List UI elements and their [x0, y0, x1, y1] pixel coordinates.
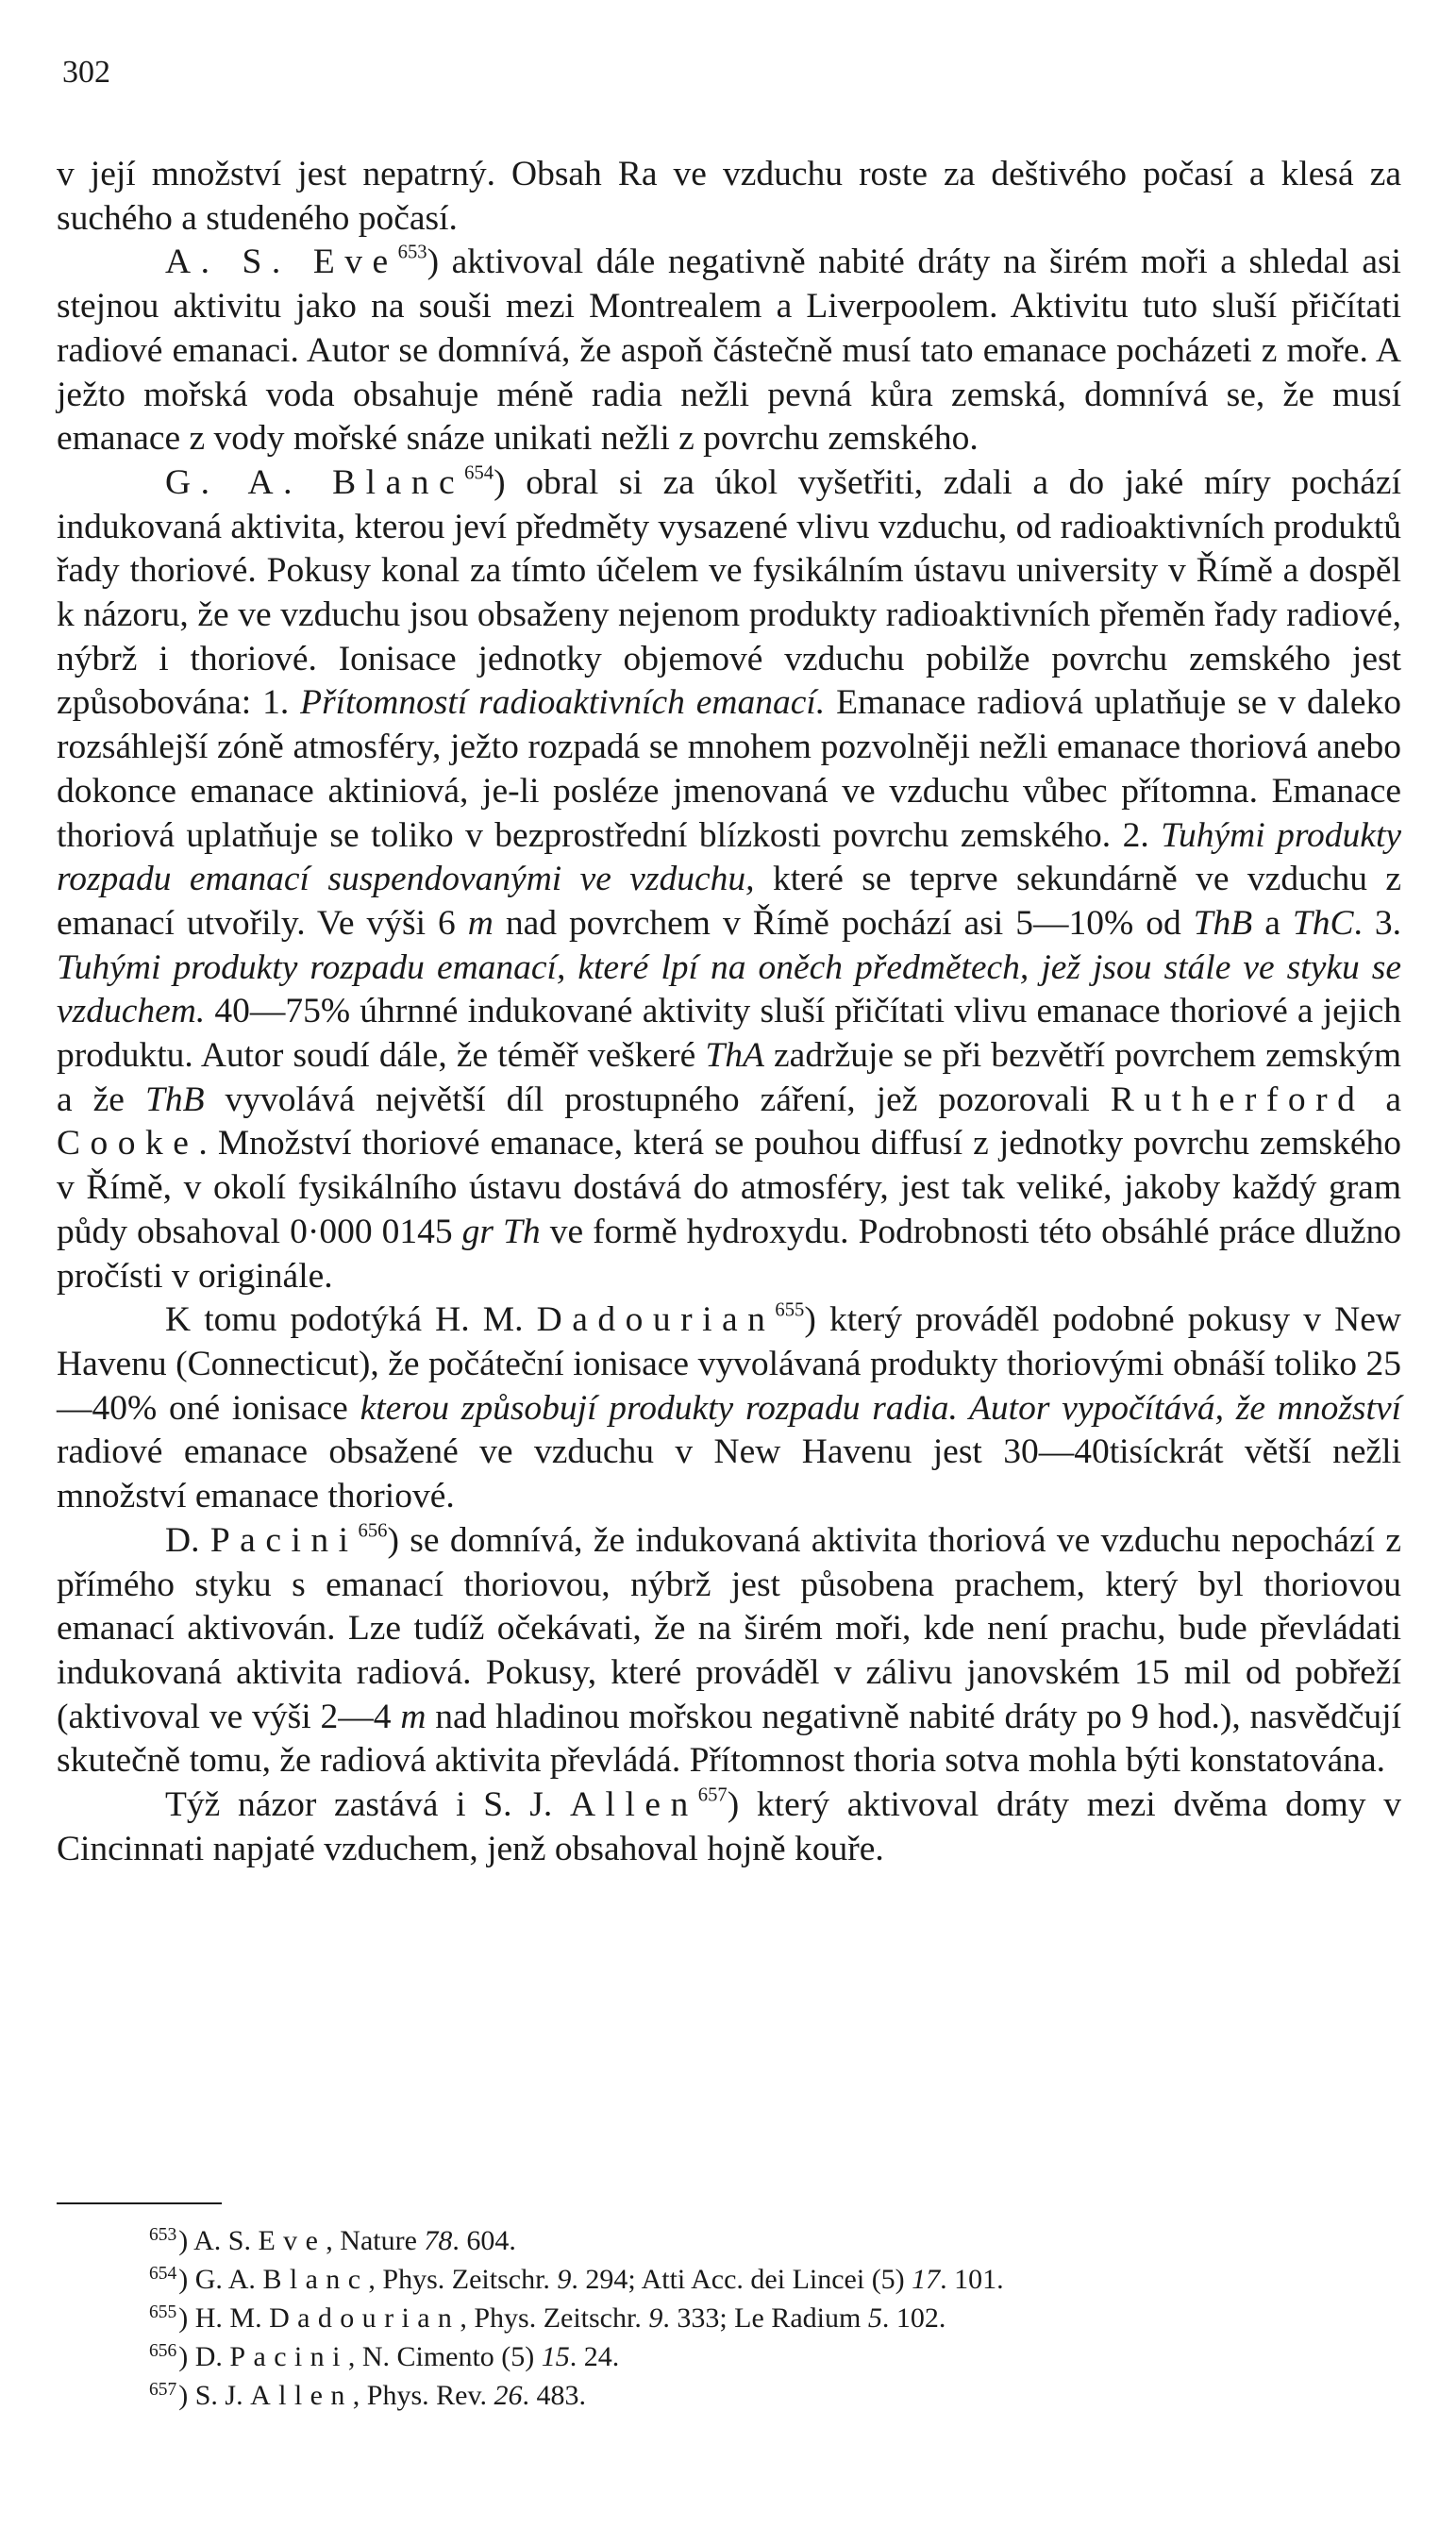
footnote: $^{654}$) G. A. Blanc, Phys. Zeitschr. 9. 294; Atti Acc. dei Lincei (5) 17. 101.	[149, 2264, 1004, 2295]
footnote-text: . 604.	[452, 2225, 516, 2256]
footnote-ref: 653	[397, 242, 427, 263]
footnote-text: A. S.	[193, 2225, 259, 2256]
text-run: vyvolává největší díl prostupného záření, jež pozorovali	[204, 1080, 1111, 1119]
paragraph-text: ) aktivoval dále negativně nabité dráty na širém moři a shledal asi stejnou aktivitu jako na souši mezi Montrealem a Liverpoolem. Aktivitu tuto sluší přičítati radiové emanaci. Autor se domnívá, že aspoň částečně musí tato emanace pocházeti z moře. A ježto mořská voda obsahuje méně radia nežli pevná kůra zemská, domnívá se, že musí emanace z vody mořské snáze unikati nežli z povrchu zemského.	[57, 243, 1401, 459]
paragraph-dadourian	[57, 1298, 1401, 1519]
volume: 78	[424, 2225, 453, 2256]
footnote-text: , Phys. Rev.	[352, 2380, 494, 2411]
element-symbol: ThC	[1292, 903, 1354, 943]
text-run: nad povrchem v Římě pochází asi 5—10% od	[493, 903, 1194, 943]
footnote-ref: 655	[775, 1299, 805, 1321]
footnote-text: . 483.	[522, 2380, 587, 2411]
text-run: a	[1364, 1080, 1401, 1119]
unit-symbol: m	[467, 903, 494, 943]
paragraph-eve	[57, 241, 1401, 461]
volume: 17	[912, 2264, 941, 2295]
author-name: Rutherford	[1110, 1080, 1365, 1119]
article-body	[57, 153, 1401, 1871]
author-name: Pacini	[209, 1520, 359, 1560]
footnote: $^{653}$) A. S. Eve, Nature 78. 604.	[149, 2225, 516, 2256]
text-run: D.	[165, 1520, 210, 1560]
italic-text: kterou způsobují produkty rozpadu radia. Autor vypočítává, že množství	[360, 1388, 1402, 1428]
footnote: $^{657}$) S. J. Allen, Phys. Rev. 26. 483.	[149, 2380, 587, 2411]
text-run: . Množství thoriové emanace, která se pouhou diffusí z jednotky povrchu zemského v Římě, v okolí fysikálního ústavu dostává do atmosféry, jest tak veliké, jakoby každý gram půdy obsahoval 0·000 0145	[57, 1124, 1401, 1251]
footnote-text: S. J.	[194, 2380, 251, 2411]
footnote-text: . 24.	[569, 2341, 620, 2372]
footnotes	[149, 2221, 1376, 2415]
volume: 15	[541, 2341, 570, 2372]
unit-symbol: m	[400, 1697, 427, 1736]
text-run: ) který prováděl podobné pokusy v New Havenu (Connecticut), že počáteční ionisace vyvolávaná produkty thoriovými obnáší toliko 25—40% oné ionisace	[57, 1300, 1401, 1428]
footnote-text: , Nature	[326, 2225, 425, 2256]
paragraph-blanc	[57, 461, 1401, 1298]
footnote-ref: 654	[464, 462, 494, 484]
italic-text: Tuhými produkty rozpadu emanací suspendovanými ve vzduchu,	[57, 815, 1402, 899]
text-run: Emanace radiová uplatňuje se v daleko rozsáhlejší zóně atmosféry, ježto rozpadá se mnohem pozvolněji nežli emanace thoriová anebo dokonce emanace aktiniová, je-li posléze jmenovaná ve vzduchu vůbec přítomna. Emanace thoriová uplatňuje se toliko v bezprostřední blízkosti povrchu zemského. 2.	[57, 683, 1402, 855]
text-run: . 3.	[1353, 903, 1401, 943]
unit-symbol: gr Th	[461, 1212, 541, 1251]
footnote-text: . 294; Atti Acc. dei Lincei (5)	[571, 2264, 912, 2295]
footnote-text: , N. Cimento (5)	[347, 2341, 542, 2372]
text-run: které se teprve sekundárně ve vzduchu z emanací utvořily. Ve výši 6	[57, 860, 1401, 943]
element-symbol: ThB	[144, 1080, 205, 1119]
footnote-ref: 657	[697, 1784, 728, 1806]
footnote-mark: 656	[149, 2341, 177, 2362]
footnote-text: , Phys. Zeitschr.	[460, 2302, 649, 2334]
footnote-ref: 656	[358, 1520, 388, 1542]
author-name: Cooke	[57, 1124, 199, 1164]
author-name: Allen	[250, 2380, 353, 2411]
footnote-text: . 333; Le Radium	[662, 2302, 868, 2334]
volume: 5	[867, 2302, 882, 2334]
text-run: a	[1252, 903, 1293, 943]
paragraph-continuation: v její množství jest nepatrný. Obsah Ra ve vzduchu roste za deštivého počasí a klesá za suchého a studeného počasí.	[57, 155, 1401, 238]
author-name: Dadourian	[536, 1300, 776, 1340]
volume: 9	[557, 2264, 572, 2295]
element-symbol: ThA	[705, 1036, 764, 1076]
footnote-mark: 655	[149, 2302, 177, 2323]
author-name: A. S. Eve	[165, 243, 398, 282]
volume: 26	[494, 2380, 523, 2411]
text-run: 40—75% úhrnné indukované aktivity sluší přičítati vlivu emanace thoriové a jejich produktu. Autor soudí dále, že téměř veškeré	[57, 992, 1401, 1076]
text-run: nad hladinou mořskou negativně nabité dráty po 9 hod.), nasvědčují skutečně tomu, že radiová aktivita převládá. Přítomnost thoria sotva mohla býti konstatována.	[57, 1697, 1401, 1781]
footnote-text: , Phys. Zeitschr.	[368, 2264, 558, 2295]
paragraph-allen	[57, 1783, 1401, 1871]
footnote: $^{655}$) H. M. Dadourian, Phys. Zeitschr. 9. 333; Le Radium 5. 102.	[149, 2302, 946, 2334]
text-run: Týž názor zastává i S. J.	[165, 1785, 570, 1825]
element-symbol: ThB	[1193, 903, 1253, 943]
italic-text: Tuhými produkty rozpadu emanací, které lpí na oněch předmětech, jež jsou stále ve styku se vzduchem.	[57, 947, 1401, 1031]
footnote-text: H. M.	[194, 2302, 270, 2334]
text-run: zadržuje se při bezvětří povrchem zemským a že	[57, 1036, 1401, 1119]
text-run: ) který aktivoval dráty mezi dvěma domy v Cincinnati napjaté vzduchem, jenž obsahoval hojně kouře.	[57, 1785, 1401, 1868]
footnote-separator	[57, 2202, 222, 2204]
page-number: 302	[62, 55, 110, 90]
italic-text: Přítomností radioaktivních emanací.	[300, 683, 826, 723]
author-name: Eve	[258, 2225, 326, 2256]
footnote-text: . 101.	[940, 2264, 1004, 2295]
footnote-mark: 653	[149, 2225, 177, 2246]
footnote-text: G. A.	[194, 2264, 263, 2295]
author-name: Pacini	[229, 2341, 348, 2372]
author-name: G. A. Blanc	[165, 462, 465, 502]
footnote-text: D.	[194, 2341, 230, 2372]
author-name: Allen	[569, 1785, 698, 1825]
footnote: $^{656}$) D. Pacini, N. Cimento (5) 15. 24.	[149, 2341, 620, 2372]
text-run: radiové emanace obsažené ve vzduchu v New Havenu jest 30—40tisíckrát větší nežli množství emanace thoriové.	[57, 1432, 1401, 1516]
author-name: Blanc	[262, 2264, 369, 2295]
footnote-text: . 102.	[881, 2302, 946, 2334]
footnote-mark: 654	[149, 2264, 177, 2285]
text-run: ) obral si za úkol vyšetřiti, zdali a do jaké míry pochází indukovaná aktivita, kterou jeví předměty vysazené vlivu vzduchu, od radioaktivních produktů řady thoriové. Pokusy konal za tímto účelem ve fysikálním ústavu university v Římě a dospěl k názoru, že ve vzduchu jsou obsaženy nejenom produkty radioaktivních přeměn řady radiové, nýbrž i thoriové. Ionisace jednotky objemové vzduchu pobilže povrchu zemského jest způsobována: 1.	[57, 462, 1401, 723]
volume: 9	[648, 2302, 663, 2334]
author-name: Dadourian	[269, 2302, 460, 2334]
text-run: K tomu podotýká H. M.	[165, 1300, 537, 1340]
paragraph-pacini	[57, 1519, 1401, 1783]
text-run: ) se domnívá, že indukovaná aktivita thoriová ve vzduchu nepochází z přímého styku s emanací thoriovou, nýbrž jest působena prachem, který byl thoriovou emanací aktivován. Lze tudíž očekávati, že na širém moři, kde není prachu, bude převládati indukovaná aktivita radiová. Pokusy, které prováděl v zálivu janovském 15 mil od pobřeží (aktivoval ve výši 2—4	[57, 1520, 1401, 1736]
footnote-mark: 657	[149, 2380, 177, 2401]
text-run: ve formě hydroxydu. Podrobnosti této obsáhlé práce dlužno pročísti v originále.	[57, 1212, 1401, 1296]
